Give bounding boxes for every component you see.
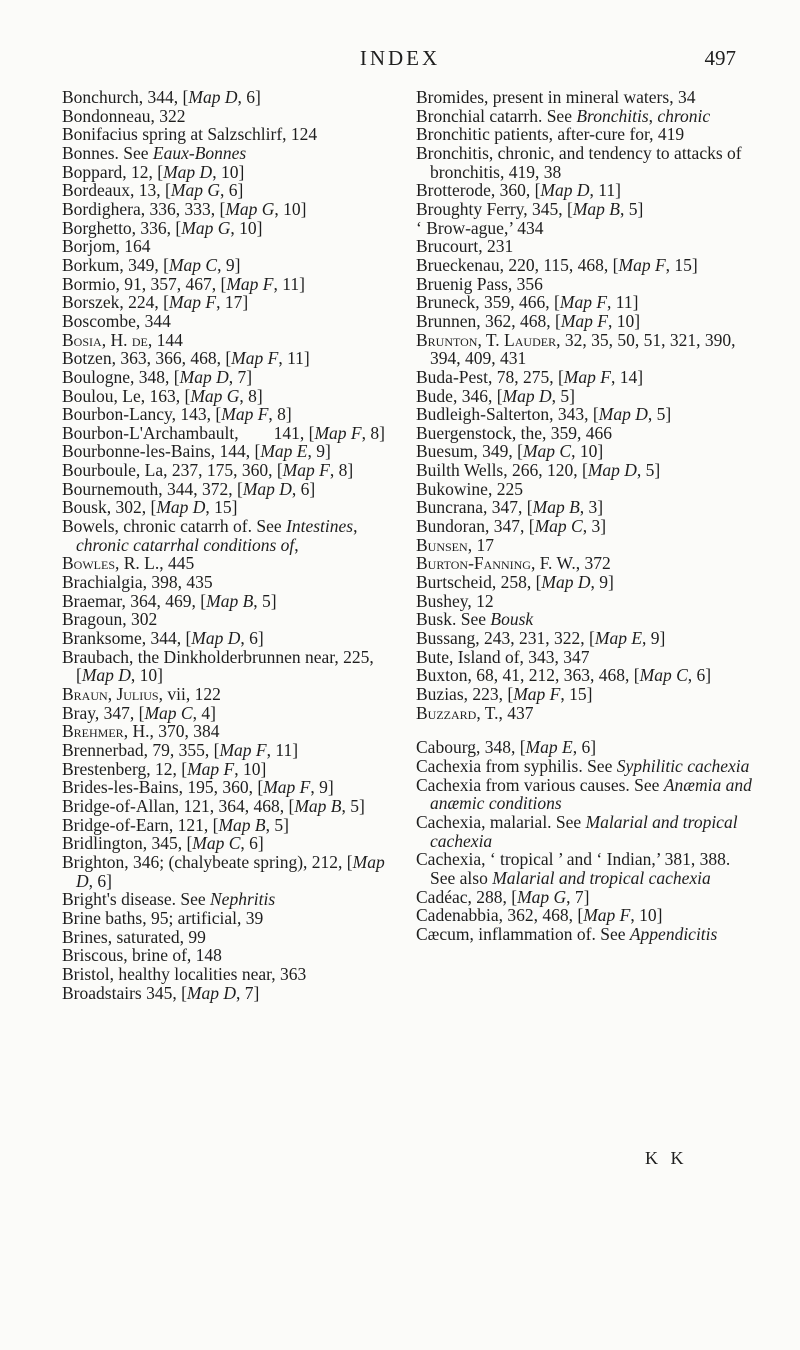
index-entry: Cadenabbia, 362, 468, [Map F, 10] (416, 905, 663, 926)
index-entry: Cachexia, malarial. See Malarial and tropical cachexia (416, 811, 738, 851)
running-title: INDEX (359, 46, 441, 70)
index-entry: Bussang, 243, 231, 322, [Map E, 9] (416, 628, 666, 649)
index-entry: Brines, saturated, 99 (62, 926, 206, 947)
index-entry: Cachexia, ‘ tropical ’ and ‘ Indian,’ 381, 388. See also Malarial and tropical cachexia (416, 849, 731, 888)
index-entry: Bristol, healthy localities near, 363 (62, 963, 307, 984)
index-entry: Bonnes. See Eaux-Bonnes (62, 142, 247, 163)
index-entry: Bronchial catarrh. See Bronchitis, chronic (416, 105, 711, 126)
index-entry: Bronchitic patients, after-cure for, 419 (416, 124, 685, 145)
index-entry: Budleigh-Salterton, 343, [Map D, 5] (416, 404, 672, 425)
index-column-right (416, 88, 756, 944)
index-entry: Borjom, 164 (62, 236, 151, 257)
section-gap (416, 722, 756, 738)
index-entry: Bruenig Pass, 356 (416, 273, 543, 294)
index-entry: Cabourg, 348, [Map E, 6] (416, 737, 597, 758)
index-entry: Bourboule, La, 237, 175, 360, [Map F, 8] (62, 460, 354, 481)
index-entry: Bondonneau, 322 (62, 105, 186, 126)
index-entry: Broughty Ferry, 345, [Map B, 5] (416, 198, 644, 219)
index-entry: Brighton, 346; (chalybeate spring), 212, [Map D, 6] (62, 851, 385, 891)
index-entry: Brueckenau, 220, 115, 468, [Map F, 15] (416, 254, 698, 275)
index-entry: Bunsen, 17 (416, 534, 494, 555)
index-entry: Bukowine, 225 (416, 478, 523, 499)
index-entry: Bronchitis, chronic, and tendency to attacks of bronchitis, 419, 38 (416, 142, 742, 182)
index-entry: Bormio, 91, 357, 467, [Map F, 11] (62, 273, 305, 294)
index-entry: Bray, 347, [Map C, 4] (62, 702, 216, 723)
index-entry: Cæcum, inflammation of. See Appendicitis (416, 923, 718, 944)
index-entry: Builth Wells, 266, 120, [Map D, 5] (416, 460, 661, 481)
index-entry: Brunnen, 362, 468, [Map F, 10] (416, 310, 641, 331)
page-header (0, 46, 800, 76)
index-entry: Bousk, 302, [Map D, 15] (62, 497, 238, 518)
index-entry: Bundoran, 347, [Map C, 3] (416, 516, 607, 537)
index-entry: Bushey, 12 (416, 590, 494, 611)
index-entry: Cachexia from syphilis. See Syphilitic cachexia (416, 755, 750, 776)
index-entry: Branksome, 344, [Map D, 6] (62, 628, 264, 649)
index-entry: Bruneck, 359, 466, [Map F, 11] (416, 292, 639, 313)
index-entry: Bourbon-L'Archambault, 141, [Map F, 8] (62, 422, 385, 443)
index-entry: Bowels, chronic catarrh of. See Intestines, chronic catarrhal conditions of, (62, 516, 358, 555)
page-number: 497 (704, 46, 736, 70)
index-entry: Brucourt, 231 (416, 236, 514, 257)
index-entry: Brides-les-Bains, 195, 360, [Map F, 9] (62, 777, 334, 798)
index-entry: Bowles, R. L., 445 (62, 553, 195, 574)
index-entry: Busk. See Bousk (416, 609, 534, 630)
index-entry: ‘ Brow-ague,’ 434 (416, 217, 544, 238)
index-entry: Borkum, 349, [Map C, 9] (62, 254, 241, 275)
index-entry: Bright's disease. See Nephritis (62, 889, 276, 910)
index-entry: Buzias, 223, [Map F, 15] (416, 684, 593, 704)
index-entry: Bonifacius spring at Salzschlirf, 124 (62, 124, 318, 145)
index-entry: Borszek, 224, [Map F, 17] (62, 292, 249, 313)
index-entry: Broadstairs 345, [Map D, 7] (62, 982, 260, 1003)
index-entry: Bromides, present in mineral waters, 34 (416, 87, 696, 107)
index-entry: Burton-Fanning, F. W., 372 (416, 553, 611, 574)
index-entry: Briscous, brine of, 148 (62, 945, 222, 966)
index-entry: Buzzard, T., 437 (416, 702, 534, 723)
index-entry: Buda-Pest, 78, 275, [Map F, 14] (416, 366, 644, 387)
index-entry: Brunton, T. Lauder, 32, 35, 50, 51, 321, 390, 394, 409, 431 (416, 329, 736, 369)
index-entry: Buncrana, 347, [Map B, 3] (416, 497, 604, 518)
index-entry: Bragoun, 302 (62, 609, 158, 630)
index-entry: Brestenberg, 12, [Map F, 10] (62, 758, 267, 779)
index-entry: Braubach, the Dinkholderbrunnen near, 225, [Map D, 10] (62, 646, 374, 686)
index-entry: Brennerbad, 79, 355, [Map F, 11] (62, 739, 299, 760)
index-entry: Brachialgia, 398, 435 (62, 572, 213, 593)
index-entry: Buergenstock, the, 359, 466 (416, 422, 613, 443)
index-entry: Bosia, H. de, 144 (62, 329, 183, 350)
index-entry: Brehmer, H., 370, 384 (62, 721, 220, 742)
index-entry: Bournemouth, 344, 372, [Map D, 6] (62, 478, 316, 499)
index-entry: Boppard, 12, [Map D, 10] (62, 161, 245, 182)
index-entry: Bonchurch, 344, [Map D, 6] (62, 87, 261, 107)
index-entry: Braun, Julius, vii, 122 (62, 684, 221, 704)
index-entry: Bridge-of-Earn, 121, [Map B, 5] (62, 814, 289, 835)
index-entry: Bude, 346, [Map D, 5] (416, 385, 575, 406)
index-entry: Bordeaux, 13, [Map G, 6] (62, 180, 244, 201)
index-entry: Buxton, 68, 41, 212, 363, 468, [Map C, 6] (416, 665, 712, 686)
index-entry: Boscombe, 344 (62, 310, 171, 331)
index-entry: Braemar, 364, 469, [Map B, 5] (62, 590, 277, 611)
index-entry: Boulogne, 348, [Map D, 7] (62, 366, 253, 387)
index-entry: Buesum, 349, [Map C, 10] (416, 441, 604, 462)
index-entry: Botzen, 363, 366, 468, [Map F, 11] (62, 348, 310, 369)
index-entry: Brotterode, 360, [Map D, 11] (416, 180, 621, 201)
index-entry: Borghetto, 336, [Map G, 10] (62, 217, 263, 238)
index-column-left (62, 88, 400, 1002)
index-entry: Burtscheid, 258, [Map D, 9] (416, 572, 614, 593)
index-entry: Bridlington, 345, [Map C, 6] (62, 833, 264, 854)
index-entry: Bordighera, 336, 333, [Map G, 10] (62, 198, 307, 219)
index-entry: Boulou, Le, 163, [Map G, 8] (62, 385, 263, 406)
index-entry: Cadéac, 288, [Map G, 7] (416, 886, 590, 907)
index-entry: Cachexia from various causes. See Anæmia and anæmic conditions (416, 774, 752, 814)
index-entry: Bridge-of-Allan, 121, 364, 468, [Map B, 5] (62, 795, 365, 816)
index-entry: Brine baths, 95; artificial, 39 (62, 907, 264, 928)
index-entry: Bourbon-Lancy, 143, [Map F, 8] (62, 404, 292, 425)
index-entry: Bourbonne-les-Bains, 144, [Map E, 9] (62, 441, 331, 462)
index-entry: Bute, Island of, 343, 347 (416, 646, 590, 667)
signature-mark: K K (645, 1148, 688, 1168)
